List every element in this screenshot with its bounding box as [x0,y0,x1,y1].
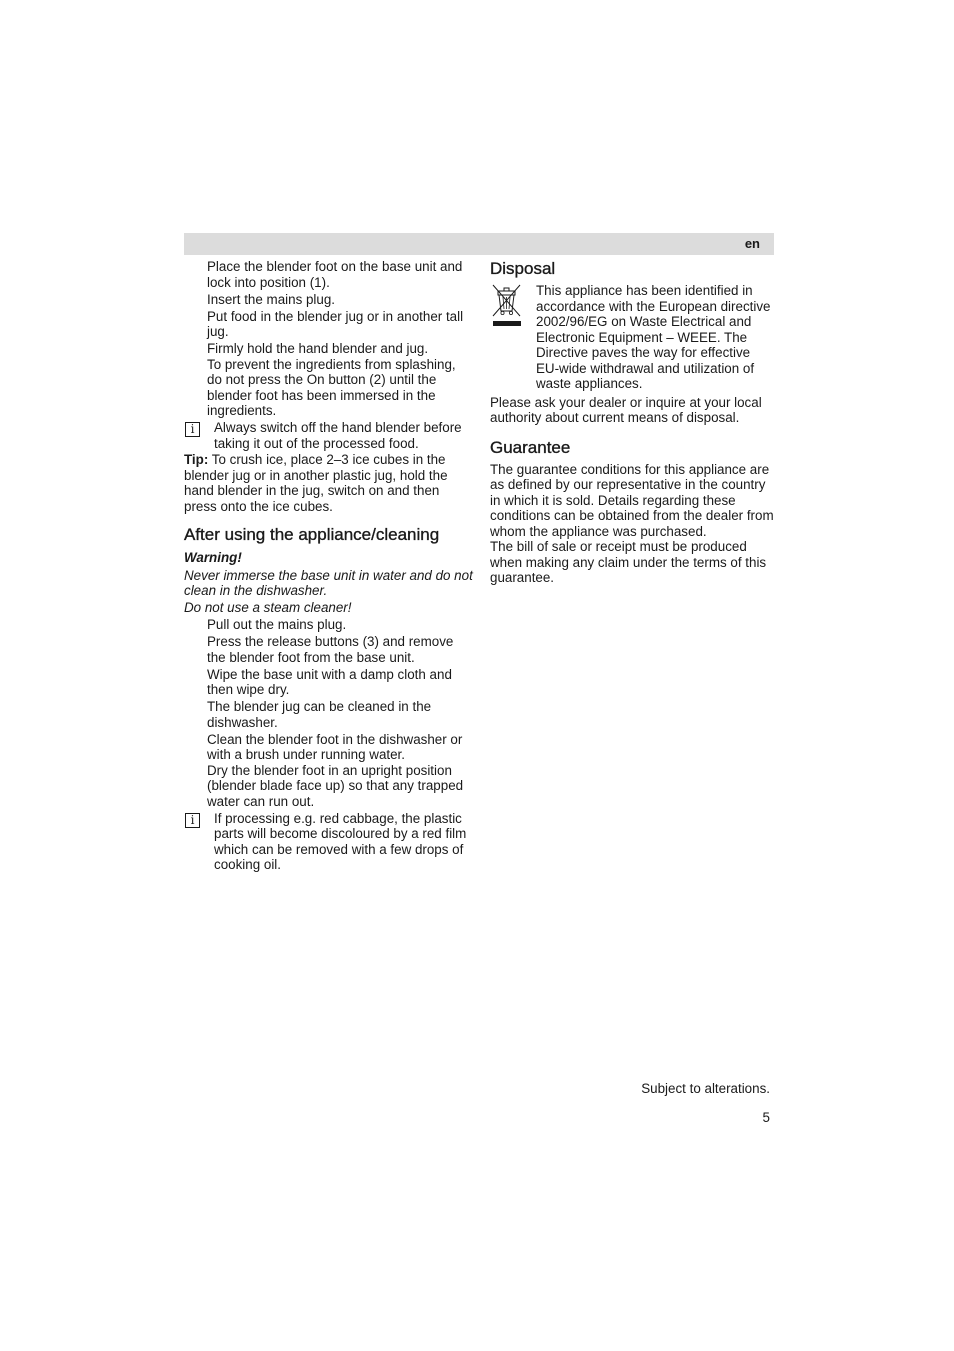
step-item: The blender jug can be cleaned in the dishwasher. [207,699,432,730]
header-bar [184,233,774,255]
info-text: Always switch off the hand blender before taking it out of the processed food. [214,420,462,451]
step-item: Dry the blender foot in an upright position (blender blade face up) so that any trapped water can run out. [207,762,464,809]
page-number: 5 [762,1110,770,1125]
info-text: If processing e.g. red cabbage, the plastic parts will become discoloured by a red film which can be removed with a few drops of cooking oil. [214,810,467,872]
step-item: Pull out the mains plug. [207,617,347,632]
tip-paragraph [184,452,474,514]
guarantee-text: The guarantee conditions for this appliance are as defined by our representative in the country in which it is sold. Details regarding these conditions can be obtained from the dealer from whom the appliance was purchased. [490,461,774,539]
guarantee-text: The bill of sale or receipt must be produced when making any claim under the terms of this guarantee. [490,539,767,585]
info-note [184,420,474,451]
warning-text: Never immerse the base unit in water and do not clean in the dishwasher. [184,567,473,598]
step-item: Insert the mains plug. [207,291,336,307]
left-column [184,259,474,874]
crossed-out-bin-icon [490,284,524,330]
info-icon: i [185,813,200,828]
step-item: Put food in the blender jug or in another tall jug. [207,308,464,339]
disposal-block [490,283,774,392]
language-label: en [744,236,760,251]
step-item: Press the release buttons (3) and remove the blender foot from the base unit. [207,634,454,665]
footer-note: Subject to alterations. [641,1081,770,1096]
disposal-note: Please ask your dealer or inquire at your local authority about current means of disposal. [490,394,762,425]
disposal-text: This appliance has been identified in accordance with the European directive 2002/96/EG on Waste Electrical and Electronic Equipment – WEEE. The Directive paves the way for effective EU-wide withdrawal and utilization of waste appliances. [536,283,771,391]
step-item: Firmly hold the hand blender and jug. [207,341,429,356]
step-item: Wipe the base unit with a damp cloth and then wipe dry. [207,666,452,697]
step-item: Place the blender foot on the base unit and lock into position (1). [207,259,463,290]
tip-label: Tip: [184,452,209,467]
tip-text: To crush ice, place 2–3 ice cubes in the blender jug or in another plastic jug, hold the hand blender in the jug, switch on and then press onto the ice cubes. [184,452,448,514]
splash-note: To prevent the ingredients from splashing, do not press the On button (2) until the blender foot has been immersed in the ingredients. [207,356,456,418]
right-column [490,259,774,586]
section-heading-after-use: After using the appliance/cleaning [184,525,440,544]
info-icon: i [185,422,200,437]
info-note [184,811,474,873]
warning-text: Do not use a steam cleaner! [184,600,352,615]
step-item: Clean the blender foot in the dishwasher or with a brush under running water. [207,731,463,762]
warning-title: Warning! [184,550,242,565]
section-heading-disposal: Disposal [490,259,556,278]
section-heading-guarantee: Guarantee [490,437,571,457]
